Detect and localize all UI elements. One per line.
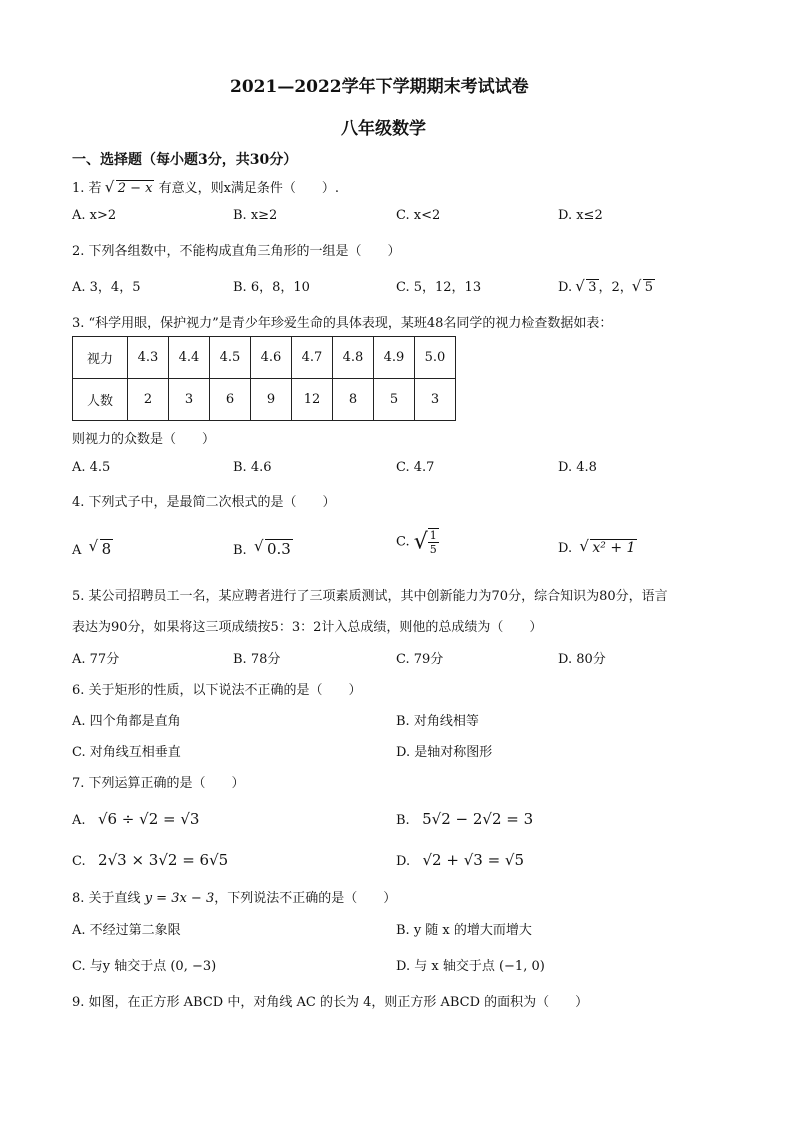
table-cell: 4.8 bbox=[333, 337, 374, 379]
question-9: 9. 如图，在正方形 ABCD 中，对角线 AC 的长为 4，则正方形 ABCD 的面积为（ ） bbox=[72, 995, 589, 1010]
question-5-line-1: 5. 某公司招聘员工一名，某应聘者进行了三项素质测试，其中创新能力为70分，综合知识为80分，语言 bbox=[72, 589, 668, 604]
q2-option-a: A. 3，4，5 bbox=[72, 280, 141, 295]
q1-option-a: A. x>2 bbox=[72, 208, 117, 223]
q7-option-a: A. √6 ÷ √2 = √3 bbox=[72, 810, 200, 828]
q7-option-c: C. 2√3 × 3√2 = 6√5 bbox=[72, 851, 229, 869]
q3-option-a: A. 4.5 bbox=[72, 460, 111, 475]
table-cell: 12 bbox=[292, 379, 333, 421]
table-row bbox=[73, 337, 456, 379]
exam-subtitle: 八年级数学 bbox=[341, 119, 426, 139]
q6-option-c: C. 对角线互相垂直 bbox=[72, 745, 181, 760]
q8-option-a: A. 不经过第二象限 bbox=[72, 923, 181, 938]
table-cell: 6 bbox=[210, 379, 251, 421]
table-cell: 3 bbox=[169, 379, 210, 421]
question-3: 3. “科学用眼，保护视力”是青少年珍爱生命的具体表现，某班48名同学的视力检查数据如表： bbox=[72, 316, 613, 331]
q4-c-radical-sign: √ bbox=[413, 529, 428, 555]
section-heading: 一、选择题（每小题3分，共30分） bbox=[72, 152, 298, 168]
question-5-line-2: 表达为90分，如果将这三项成绩按5：3：2计入总成绩，则他的总成绩为（ ） bbox=[72, 620, 543, 635]
q5-option-c: C. 79分 bbox=[396, 652, 444, 667]
q1-stem-pre: 1. 若 bbox=[72, 181, 102, 196]
q4-c-fraction: $\frac{1}{5}$ bbox=[429, 529, 437, 556]
question-7: 7. 下列运算正确的是（ ） bbox=[72, 776, 245, 791]
question-1 bbox=[72, 177, 339, 196]
table-cell: 5.0 bbox=[415, 337, 456, 379]
q2-d-radical-2: √ 5 bbox=[634, 280, 655, 295]
q8-equation: y = 3x − 3 bbox=[144, 891, 215, 906]
q5-option-b: B. 78分 bbox=[233, 652, 281, 667]
table-row bbox=[73, 379, 456, 421]
q1-option-d: D. x≤2 bbox=[558, 208, 603, 223]
q4-option-c: C. √ $\frac{1}{5}$ bbox=[396, 529, 437, 556]
table-cell: 9 bbox=[251, 379, 292, 421]
q5-option-a: A. 77分 bbox=[72, 652, 120, 667]
table-cell: 4.4 bbox=[169, 337, 210, 379]
q6-option-d: D. 是轴对称图形 bbox=[396, 745, 493, 760]
exam-title: 2021—2022学年下学期期末考试试卷 bbox=[230, 77, 529, 97]
table-cell: 4.6 bbox=[251, 337, 292, 379]
question-8: 8. 关于直线 y = 3x − 3，下列说法不正确的是（ ） bbox=[72, 891, 397, 906]
table-cell: 3 bbox=[415, 379, 456, 421]
q2-d-radical-1: √ 3 bbox=[577, 280, 598, 295]
question-6: 6. 关于矩形的性质，以下说法不正确的是（ ） bbox=[72, 683, 362, 698]
table-cell: 4.9 bbox=[374, 337, 415, 379]
q2-option-c: C. 5，12，13 bbox=[396, 280, 482, 295]
q8-option-b: B. y 随 x 的增大而增大 bbox=[396, 923, 532, 938]
table-cell: 4.7 bbox=[292, 337, 333, 379]
q6-option-b: B. 对角线相等 bbox=[396, 714, 479, 729]
q7-option-d: D. √2 + √3 = √5 bbox=[396, 851, 525, 869]
q7-option-b: B. 5√2 − 2√2 = 3 bbox=[396, 810, 534, 828]
q3-option-c: C. 4.7 bbox=[396, 460, 435, 475]
question-2: 2. 下列各组数中，不能构成直角三角形的一组是（ ） bbox=[72, 244, 401, 259]
q3-ask: 则视力的众数是（ ） bbox=[72, 432, 216, 447]
table-cell: 2 bbox=[128, 379, 169, 421]
q2-option-b: B. 6，8，10 bbox=[233, 280, 310, 295]
table-header-cell: 人数 bbox=[73, 379, 128, 421]
q4-d-radical: √ x² + 1 bbox=[581, 540, 637, 556]
table-header-cell: 视力 bbox=[73, 337, 128, 379]
table-cell: 4.5 bbox=[210, 337, 251, 379]
q4-a-radical: √ 8 bbox=[91, 540, 114, 558]
q6-option-a: A. 四个角都是直角 bbox=[72, 714, 181, 729]
q2-option-d: D. √ 3 ，2，√ 5 bbox=[558, 276, 655, 295]
q1-option-c: C. x<2 bbox=[396, 208, 441, 223]
question-4: 4. 下列式子中，是最简二次根式的是（ ） bbox=[72, 495, 336, 510]
table-cell: 8 bbox=[333, 379, 374, 421]
q8-option-c: C. 与y 轴交于点 (0, −3) bbox=[72, 959, 217, 974]
q3-option-b: B. 4.6 bbox=[233, 460, 272, 475]
q5-option-d: D. 80分 bbox=[558, 652, 606, 667]
q4-b-radical: √ 0.3 bbox=[256, 540, 293, 558]
q8-option-d: D. 与 x 轴交于点 (−1, 0) bbox=[396, 959, 545, 974]
q4-option-b: B. √ 0.3 bbox=[233, 540, 293, 558]
q1-radical: √ 2 − x bbox=[107, 181, 155, 196]
q1-option-b: B. x≥2 bbox=[233, 208, 278, 223]
q3-option-d: D. 4.8 bbox=[558, 460, 597, 475]
q4-option-d: D. √ x² + 1 bbox=[558, 540, 637, 556]
q1-stem-post: 有意义，则x满足条件（ ）. bbox=[158, 181, 340, 196]
table-cell: 5 bbox=[374, 379, 415, 421]
q4-option-a: A √ 8 bbox=[72, 540, 113, 558]
table-cell: 4.3 bbox=[128, 337, 169, 379]
vision-table bbox=[72, 336, 456, 421]
